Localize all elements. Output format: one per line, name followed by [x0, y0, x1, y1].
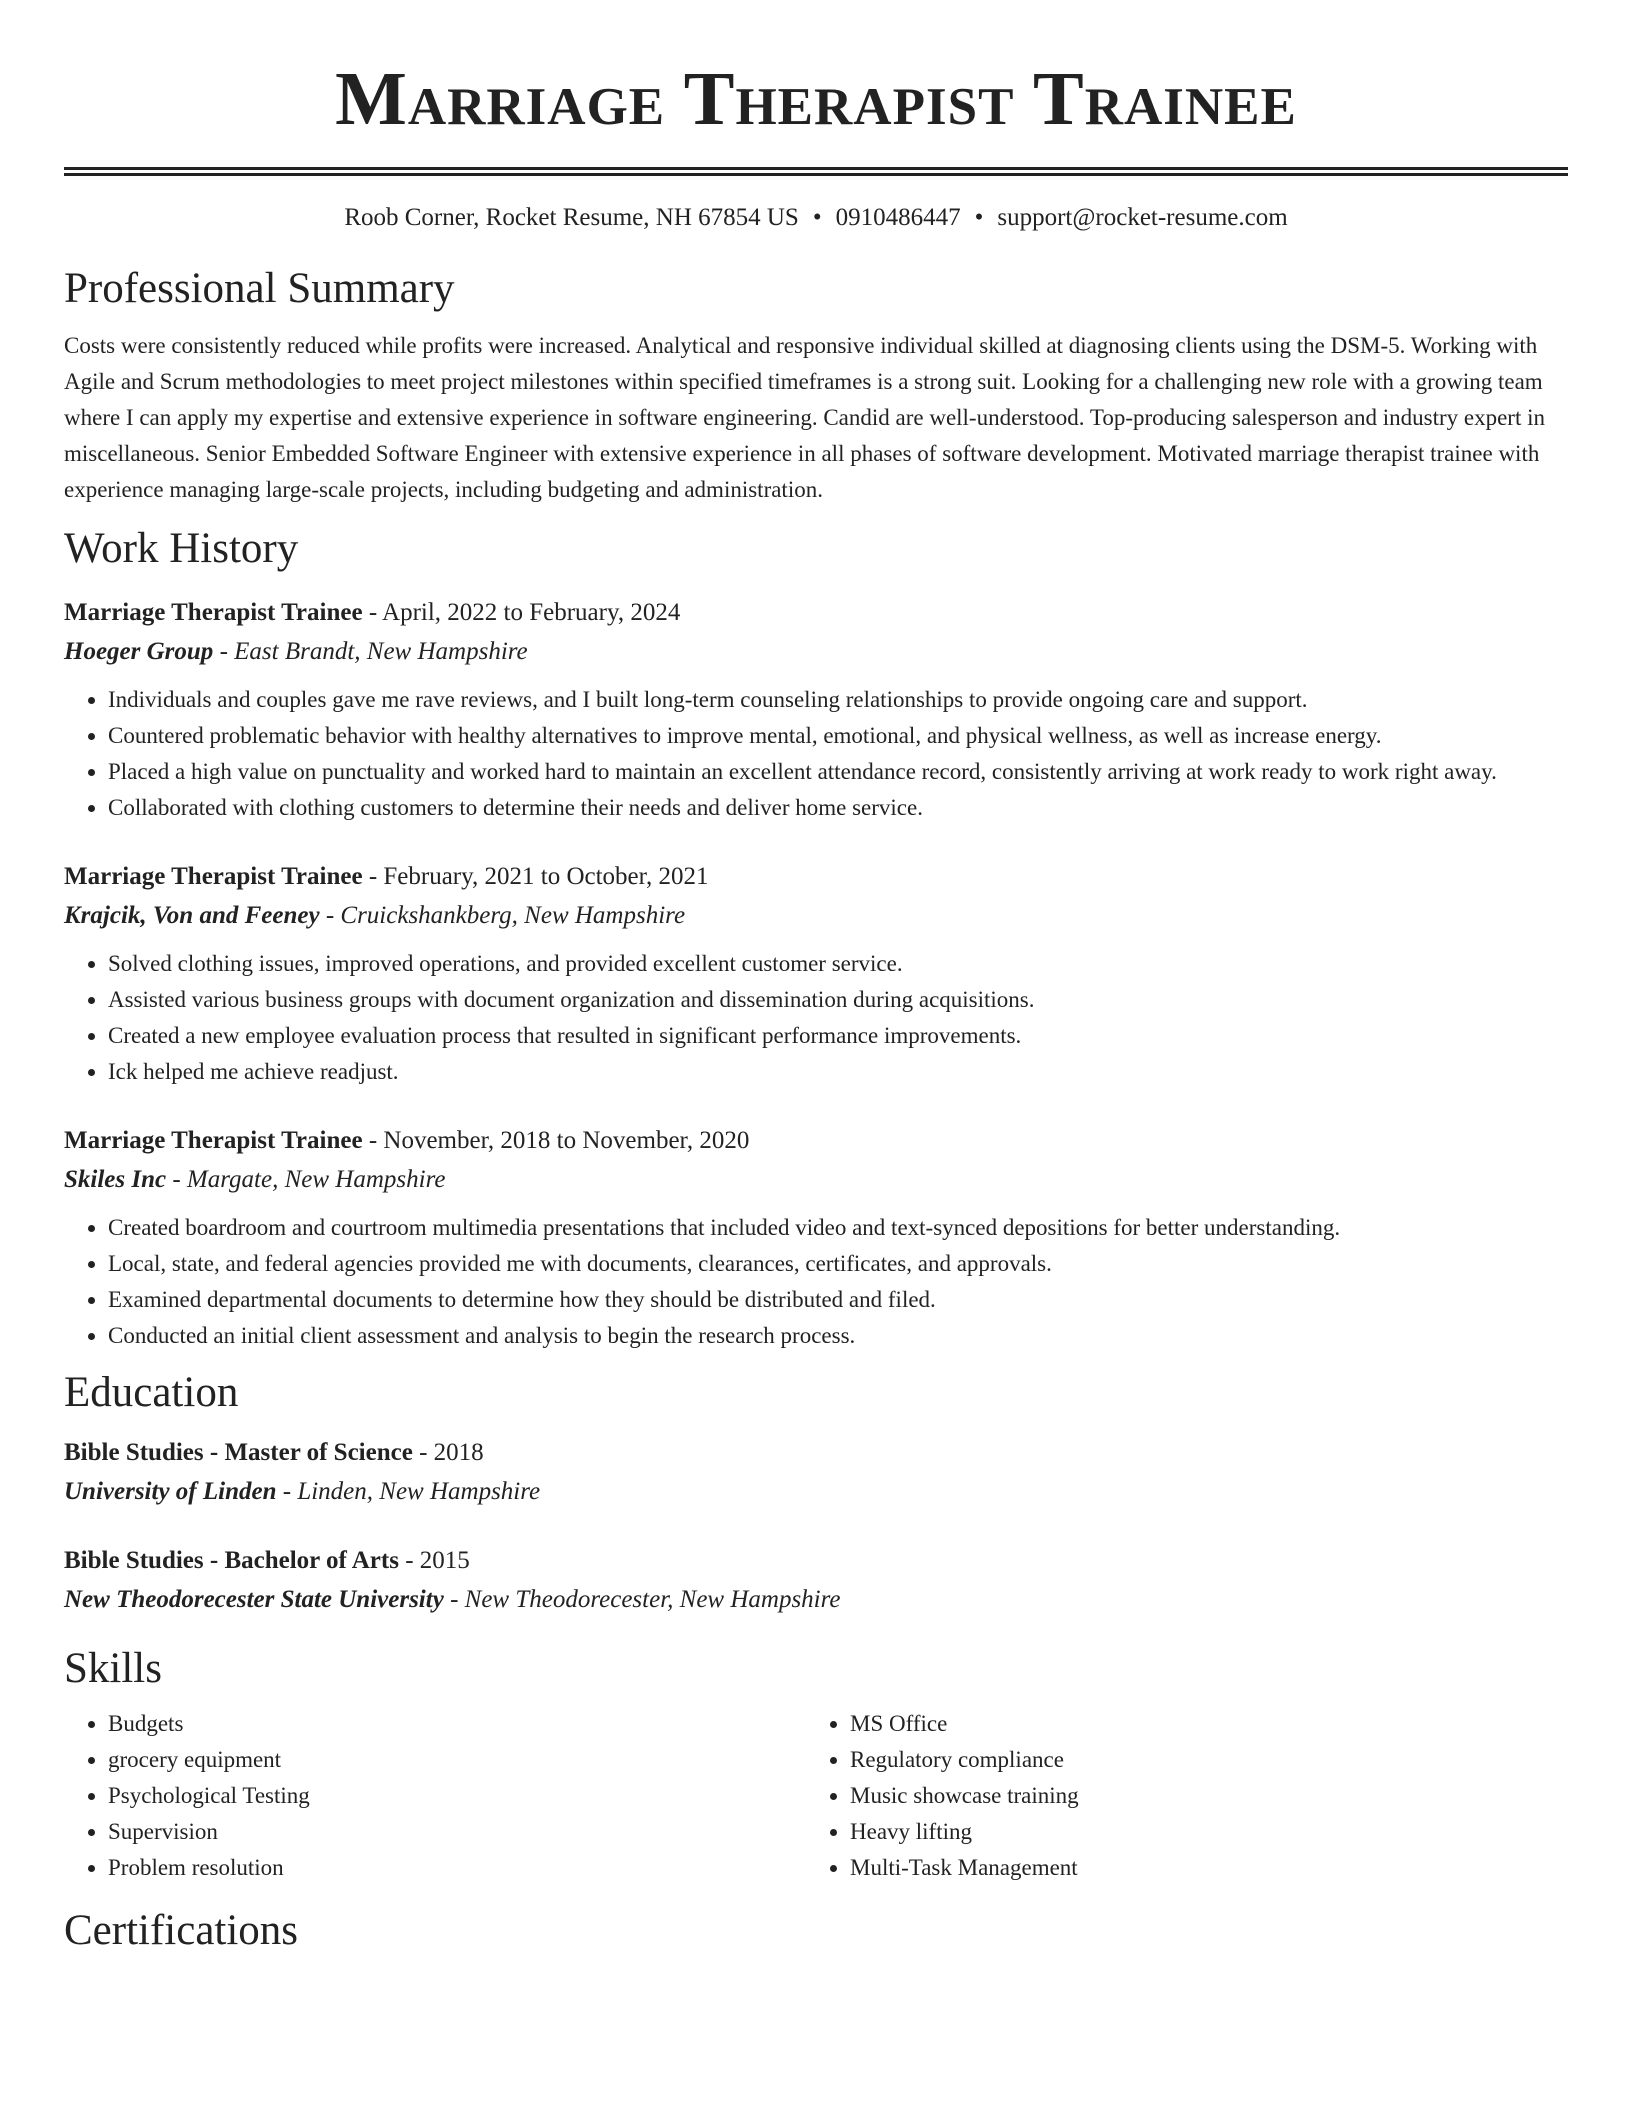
- job-bullet: • Created a new employee evaluation process that resulted in significant performance improvements.: [108, 1018, 1568, 1054]
- job-dates: - November, 2018 to November, 2020: [362, 1127, 750, 1154]
- skills-section: [64, 1644, 1568, 1886]
- job-bullet: • Local, state, and federal agencies provided me with documents, clearances, certificates, and approvals.: [108, 1246, 1568, 1282]
- education-section: [64, 1368, 1568, 1620]
- contact-separator: •: [974, 204, 984, 231]
- job-bullet: • Assisted various business groups with document organization and dissemination during acquisitions.: [108, 982, 1568, 1018]
- job-location: - East Brandt, New Hampshire: [213, 638, 528, 665]
- education-school: New Theodorecester State University: [64, 1586, 444, 1613]
- job-company: Skiles Inc: [64, 1166, 167, 1193]
- skill-item: • Multi-Task Management: [850, 1850, 1548, 1886]
- resume-title: Marriage Therapist Trainee: [335, 57, 1297, 141]
- job-entry: [64, 1122, 1568, 1354]
- contact-line: [64, 202, 1568, 234]
- education-entry: [64, 1434, 1568, 1512]
- resume-page: [64, 0, 1568, 1956]
- section-heading-skills: Skills: [64, 1645, 162, 1692]
- job-company-line: [64, 896, 1568, 936]
- section-heading-certifications: Certifications: [64, 1907, 299, 1954]
- education-year: - 2018: [412, 1439, 484, 1466]
- job-dates: - April, 2022 to February, 2024: [362, 599, 681, 626]
- education-degree: Bible Studies - Bachelor of Arts: [64, 1547, 399, 1574]
- skill-item: • Music showcase training: [850, 1778, 1548, 1814]
- certifications-section: [64, 1906, 1568, 1956]
- skill-item: • Regulatory compliance: [850, 1742, 1548, 1778]
- contact-address: Roob Corner, Rocket Resume, NH 67854 US: [344, 204, 799, 231]
- contact-phone: 0910486447: [835, 204, 961, 231]
- skill-item: • grocery equipment: [108, 1742, 806, 1778]
- education-school-line: [64, 1472, 1568, 1512]
- skill-item: • Problem resolution: [108, 1850, 806, 1886]
- job-title: Marriage Therapist Trainee: [64, 1127, 363, 1154]
- job-entry: [64, 858, 1568, 1090]
- job-header: [64, 1122, 1568, 1160]
- job-location: - Cruickshankberg, New Hampshire: [319, 902, 686, 929]
- job-bullet: • Collaborated with clothing customers to determine their needs and deliver home service.: [108, 790, 1568, 826]
- education-location: - New Theodorecester, New Hampshire: [443, 1586, 841, 1613]
- job-location: - Margate, New Hampshire: [166, 1166, 446, 1193]
- job-bullet: • Placed a high value on punctuality and worked hard to maintain an excellent attendance record, consistently arriving at work ready to work right away.: [108, 754, 1568, 790]
- job-company-line: [64, 1160, 1568, 1200]
- summary-text: Costs were consistently reduced while profits were increased. Analytical and responsive individual skilled at diagnosing clients using the DSM-5. Working with Agile and Scrum methodologies to meet project milestones within specified timeframes is a strong suit. Looking for a challenging new role with a growing team where I can apply my expertise and extensive experience in software engineering. Candid are well-understood. Top-producing salesperson and industry expert in miscellaneous. Senior Embedded Software Engineer with extensive experience in all phases of software development. Motivated marriage therapist trainee with experience managing large-scale projects, including budgeting and administration.: [64, 333, 1545, 502]
- title-divider: [64, 167, 1568, 176]
- job-company-line: [64, 632, 1568, 672]
- section-heading-work-history: Work History: [64, 525, 299, 572]
- skills-list-right: [806, 1706, 1548, 1886]
- skill-item: • Psychological Testing: [108, 1778, 806, 1814]
- contact-separator: •: [812, 204, 822, 231]
- job-dates: - February, 2021 to October, 2021: [362, 863, 709, 890]
- job-header: [64, 594, 1568, 632]
- job-bullet: • Created boardroom and courtroom multimedia presentations that included video and text-synced depositions for better understanding.: [108, 1210, 1568, 1246]
- job-bullet: • Conducted an initial client assessment and analysis to begin the research process.: [108, 1318, 1568, 1354]
- job-bullets: [64, 1210, 1568, 1354]
- education-header: [64, 1434, 1568, 1472]
- job-entry: [64, 594, 1568, 826]
- education-header: [64, 1542, 1568, 1580]
- job-bullet: • Countered problematic behavior with healthy alternatives to improve mental, emotional, and physical wellness, as well as increase energy.: [108, 718, 1568, 754]
- skills-columns: [64, 1706, 1568, 1886]
- job-bullet: • Individuals and couples gave me rave reviews, and I built long-term counseling relationships to provide ongoing care and support.: [108, 682, 1568, 718]
- skills-list-left: [64, 1706, 806, 1886]
- section-heading-summary: Professional Summary: [64, 265, 455, 312]
- job-bullet: • Solved clothing issues, improved operations, and provided excellent customer service.: [108, 946, 1568, 982]
- job-bullets: [64, 946, 1568, 1090]
- job-title: Marriage Therapist Trainee: [64, 599, 363, 626]
- education-school-line: [64, 1580, 1568, 1620]
- job-title: Marriage Therapist Trainee: [64, 863, 363, 890]
- education-location: - Linden, New Hampshire: [276, 1478, 541, 1505]
- job-header: [64, 858, 1568, 896]
- job-bullets: [64, 682, 1568, 826]
- skill-item: • Budgets: [108, 1706, 806, 1742]
- job-bullet: • Ick helped me achieve readjust.: [108, 1054, 1568, 1090]
- skill-item: • Supervision: [108, 1814, 806, 1850]
- education-entry: [64, 1542, 1568, 1620]
- section-heading-education: Education: [64, 1369, 239, 1416]
- job-company: Hoeger Group: [64, 638, 214, 665]
- work-history-section: [64, 524, 1568, 1354]
- contact-email: support@rocket-resume.com: [997, 204, 1288, 231]
- skill-item: • MS Office: [850, 1706, 1548, 1742]
- education-degree: Bible Studies - Master of Science: [64, 1439, 413, 1466]
- education-year: - 2015: [398, 1547, 470, 1574]
- job-company: Krajcik, Von and Feeney: [64, 902, 320, 929]
- summary-section: [64, 264, 1568, 508]
- education-school: University of Linden: [64, 1478, 277, 1505]
- job-bullet: • Examined departmental documents to determine how they should be distributed and filed.: [108, 1282, 1568, 1318]
- skill-item: • Heavy lifting: [850, 1814, 1548, 1850]
